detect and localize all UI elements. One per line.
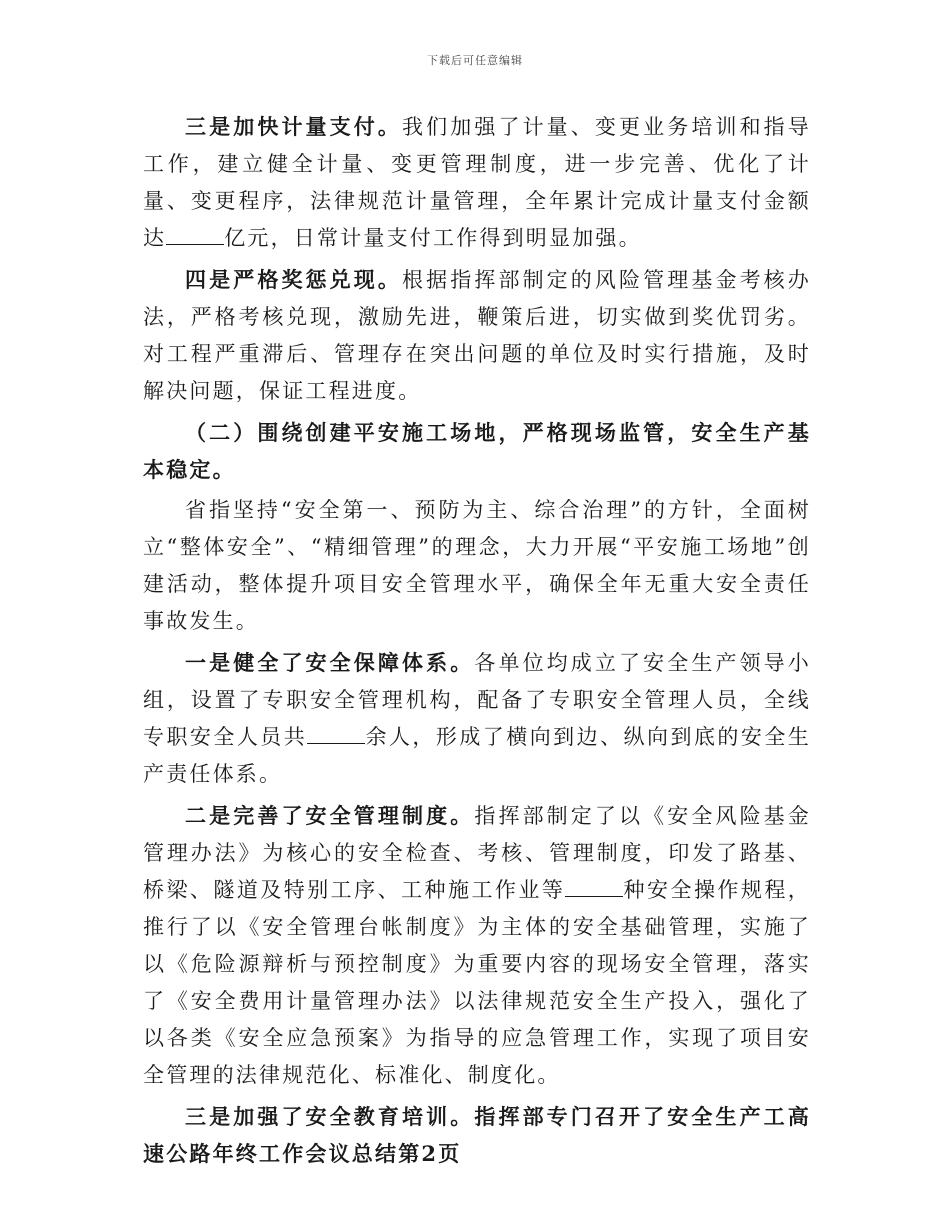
paragraph-safety-training: 三是加强了安全教育培训。指挥部专门召开了安全生产工高速公路年终工作会议总结第2页 (143, 1104, 811, 1166)
paragraph-lead: 三是加快计量支付。 (185, 114, 403, 139)
paragraph-text: 各单位均成立了安全生产领导小组，设置了专职安全管理机构，配备了专职安全管理人员，全线专职安全人员共 (143, 651, 811, 749)
paragraph-text: 指挥部制定了以《安全风险基金管理办法》为核心的安全检查、考核、管理制度，印发了路基、桥梁、隧道及特别工序、工种施工作业等 (143, 804, 811, 902)
paragraph-measurement-payment (143, 108, 811, 257)
paragraph-lead: 一是健全了安全保障体系。 (185, 650, 475, 675)
paragraph-lead: 二是完善了安全管理制度。 (185, 803, 475, 828)
paragraph-text: 种安全操作规程，推行了以《安全管理台帐制度》为主体的安全基础管理，实施了以《危险源辩析与预控制度》为重要内容的现场安全管理，落实了《安全费用计量管理办法》以法律规范安全生产投入，强化了以各类《安全应急预案》为指导的应急管理工作，实现了项目安全管理的法律规范化、标准化、制度化。 (143, 878, 811, 1087)
page-header: 下载后可任意编辑 (427, 54, 523, 67)
paragraph-text: 余人，形成了横向到边、纵向到底的安全生产责任体系。 (143, 725, 811, 786)
paragraph-safety-rules (143, 797, 811, 1094)
section-heading: （二）围绕创建平安施工场地，严格现场监管，安全生产基本稳定。 (143, 420, 811, 482)
paragraph-text: 亿元，日常计量支付工作得到明显加强。 (224, 226, 642, 250)
paragraph-text: 根据指挥部制定的风险管理基金考核办法，严格考核兑现，激励先进，鞭策后进，切实做到奖优罚劣。对工程严重滞后、管理存在突出问题的单位及时实行措施，及时解决问题，保证工程进度。 (143, 268, 811, 403)
fill-in-blank (166, 222, 224, 245)
paragraph-lead: 四是严格奖惩兑现。 (185, 267, 403, 292)
paragraph-safety-policy: 省指坚持“安全第一、预防为主、综合治理”的方针，全面树立“整体安全”、“精细管理”的理念，大力开展“平安施工场地”创建活动，整体提升项目安全管理水平，确保全年无重大安全责任事故发生。 (143, 498, 811, 633)
paragraph-text: 我们加强了计量、变更业务培训和指导工作，建立健全计量、变更管理制度，进一步完善、优化了计量、变更程序，法律规范计量管理，全年累计完成计量支付金额达 (143, 115, 811, 250)
paragraph-reward-penalty (143, 261, 811, 410)
fill-in-blank (307, 721, 365, 744)
fill-in-blank (565, 874, 623, 897)
paragraph-safety-system (143, 644, 811, 793)
document-body (143, 108, 811, 1176)
